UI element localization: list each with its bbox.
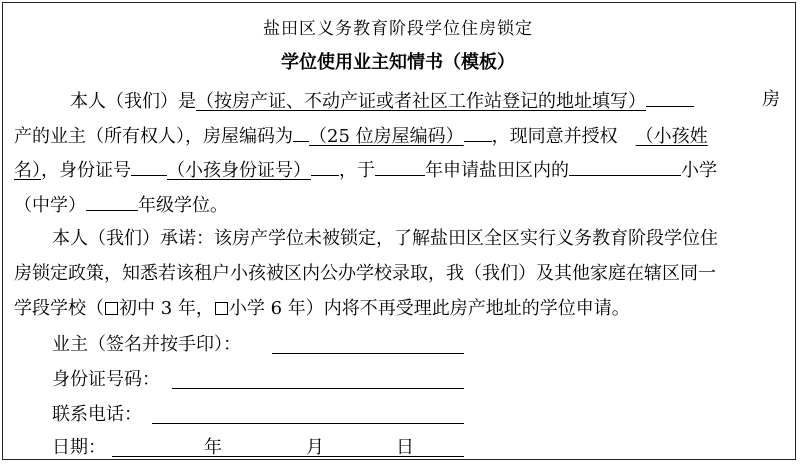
apply-text: ，于 (339, 160, 375, 181)
address-blank (646, 88, 694, 107)
year-label: 年 (204, 437, 222, 458)
address-field: （按房产证、不动产证或者社区工作站登记的地址填写） (196, 91, 646, 112)
para1-line1 (14, 88, 786, 114)
month-label: 月 (306, 437, 324, 458)
house-code-label: 产的业主（所有权人），房屋编码为 (14, 126, 293, 147)
phone-label: 联系电话： (52, 404, 142, 425)
primary-checkbox[interactable] (215, 302, 228, 315)
child-name-field-end: 名） (14, 160, 41, 181)
document-title: 盐田区义务教育阶段学位住房锁定 (263, 19, 533, 39)
blank-gap (464, 123, 492, 142)
para1-line4 (14, 192, 786, 218)
id-number-signature-label: 身份证号码： (52, 369, 160, 390)
owner-signature-label: 业主（签名并按手印）： (52, 334, 241, 355)
junior-checkbox[interactable] (105, 302, 118, 315)
commitment-end: 小学 6 年）内将不再受理此房产地址的学位申请。 (228, 298, 630, 319)
para1-l1-end: 房 (762, 89, 780, 110)
blank-gap (293, 123, 309, 142)
document-subtitle: 学位使用业主知情书（模板） (281, 52, 515, 73)
id-number-label: ，身份证号 (41, 160, 131, 181)
year-blank (375, 157, 425, 176)
child-name-field-start: （小孩姓 (635, 126, 708, 147)
house-code-field: （25 位房屋编码） (309, 126, 464, 147)
para1-line3 (14, 157, 786, 183)
school-text: 年申请盐田区内的 (425, 160, 569, 181)
phone-line[interactable] (152, 423, 464, 424)
owner-signature-line[interactable] (272, 353, 464, 354)
authorize-text: ，现同意并授权 (491, 126, 618, 147)
primary-text: 小学 (681, 160, 717, 181)
junior-label: 初中 3 年， (119, 298, 214, 319)
blank-gap (131, 157, 167, 176)
para2-line2: 房锁定政策，知悉若该租户小孩被区内公办学校录取，我（我们）及其他家庭在辖区同一 (14, 263, 716, 284)
day-label: 日 (396, 437, 414, 458)
para2-line1: 本人（我们）承诺：该房产学位未被锁定，了解盐田区全区实行义务教育阶段学位住 (52, 228, 718, 249)
child-id-field: （小孩身份证号） (167, 160, 311, 181)
grade-blank (86, 192, 138, 211)
school-blank (569, 157, 681, 176)
para2-line3 (14, 297, 630, 321)
date-label: 日期： (52, 437, 106, 458)
school-stage-text: 学段学校（ (14, 298, 104, 319)
para1-line2 (14, 123, 786, 149)
grade-text: 年级学位。 (138, 195, 228, 216)
id-number-line[interactable] (172, 388, 464, 389)
middle-school-text: （中学） (14, 195, 86, 216)
para1-intro: 本人（我们）是 (70, 91, 196, 112)
blank-gap (311, 157, 339, 176)
